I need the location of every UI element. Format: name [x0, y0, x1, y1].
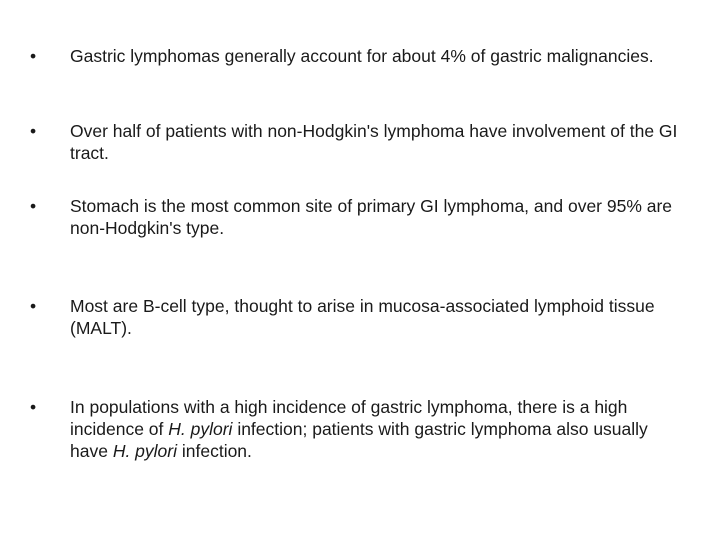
bullet-glyph: •	[30, 121, 37, 141]
bullet-glyph: •	[30, 397, 37, 417]
italic-organism-name: H. pylori	[168, 419, 233, 439]
bullet-glyph: •	[30, 196, 37, 216]
text-part: In populations with a high incidence of gastric lymphoma, there is a high incidence of	[70, 397, 628, 439]
bullet-item-2	[30, 120, 690, 164]
italic-organism-name: H. pylori	[112, 441, 177, 461]
bullet-glyph: •	[30, 46, 37, 66]
bullet-text	[70, 396, 690, 462]
bullet-item-3	[30, 195, 690, 239]
bullet-glyph: •	[30, 296, 37, 316]
bullet-item-1	[30, 45, 690, 67]
text-part: infection.	[177, 441, 252, 461]
bullet-text: Stomach is the most common site of primary GI lymphoma, and over 95% are non-Hodgkin's type.	[70, 196, 673, 238]
bullet-item-4	[30, 295, 690, 339]
text-part: infection; patients with gastric lymphoma also usually have	[70, 419, 648, 461]
bullet-text: Over half of patients with non-Hodgkin's lymphoma have involvement of the GI tract.	[70, 121, 678, 163]
bullet-text: Gastric lymphomas generally account for about 4% of gastric malignancies.	[70, 46, 654, 66]
bullet-item-5	[30, 396, 690, 462]
bullet-text: Most are B-cell type, thought to arise in mucosa-associated lymphoid tissue (MALT).	[70, 296, 655, 338]
